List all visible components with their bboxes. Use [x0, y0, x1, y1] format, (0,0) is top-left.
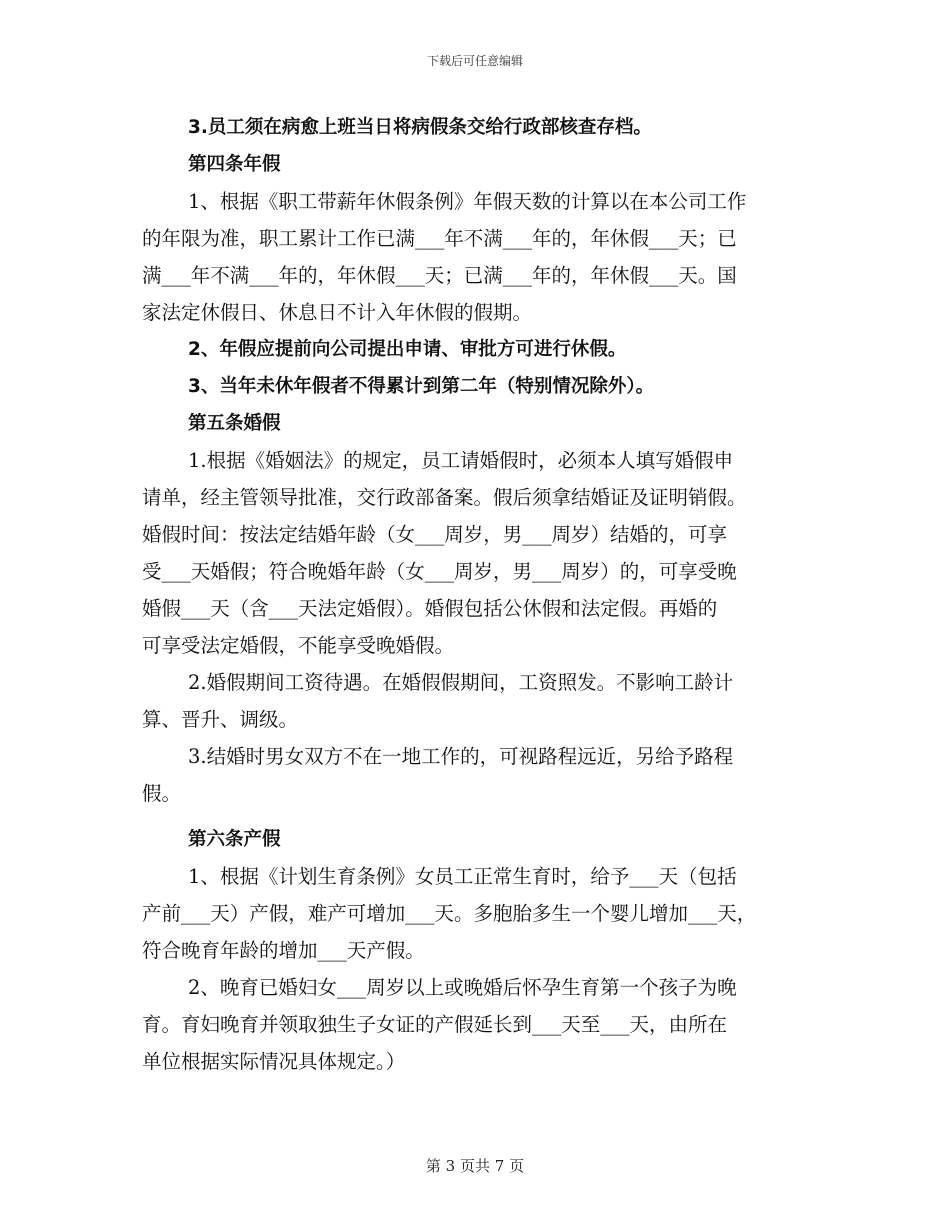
paragraph-line: 算、晋升、调级。 [142, 708, 299, 731]
section-heading-maternity-leave: 第六条产假 [188, 829, 281, 850]
paragraph-line: 假。 [142, 782, 182, 805]
paragraph-line: 可享受法定婚假，不能享受晚婚假。 [142, 634, 455, 657]
paragraph-line: 单位根据实际情况具体规定。） [142, 1050, 406, 1073]
page-header: 下载后可任意编辑 [426, 54, 523, 68]
paragraph-gap [142, 812, 810, 821]
document-body [142, 109, 810, 1080]
paragraph-line: 2、晚育已婚妇女___周岁以上或晚婚后怀孕生育第一个孩子为晚 [188, 976, 737, 999]
paragraph-line: 2.婚假期间工资待遇。在婚假假期间，工资照发。不影响工龄计 [188, 671, 734, 694]
paragraph-line: 1、根据《计划生育条例》女员工正常生育时，给予___天（包括 [188, 865, 737, 888]
paragraph-line: 家法定休假日、休息日不计入年休假的假期。 [142, 301, 533, 324]
paragraph-line: 1、根据《职工带薪年休假条例》年假天数的计算以在本公司工作 [188, 190, 747, 213]
paragraph-line: 的年限为准，职工累计工作已满___年不满___年的，年休假___天；已 [142, 227, 737, 250]
paragraph-line: 满___年不满___年的，年休假___天；已满___年的，年休假___天。国 [142, 264, 737, 287]
paragraph-line: 3.结婚时男女双方不在一地工作的，可视路程远近，另给予路程 [188, 745, 734, 768]
paragraph-line: 婚假___天（含___天法定婚假）。婚假包括公休假和法定假。再婚的 [142, 597, 718, 620]
paragraph-line: 1.根据《婚姻法》的规定，员工请婚假时，必须本人填写婚假申 [188, 449, 734, 472]
paragraph-line: 3、当年未休年假者不得累计到第二年（特别情况除外）。 [188, 376, 655, 397]
section-heading-annual-leave: 第四条年假 [188, 154, 281, 175]
paragraph-line: 婚假时间：按法定结婚年龄（女___周岁，男___周岁）结婚的，可享 [142, 523, 728, 546]
paragraph-line: 符合晚育年龄的增加___天产假。 [142, 939, 425, 962]
paragraph-line: 育。育妇晚育并领取独生子女证的产假延长到___天至___天，由所在 [142, 1013, 728, 1036]
paragraph-line: 3.员工须在病愈上班当日将病假条交给行政部核查存档。 [188, 117, 652, 138]
paragraph-line: 受___天婚假；符合晚婚年龄（女___周岁，男___周岁）的，可享受晚 [142, 560, 737, 583]
paragraph-line: 产前___天）产假，难产可增加___天。多胞胎多生一个婴儿增加___天， [142, 902, 757, 925]
section-heading-marriage-leave: 第五条婚假 [188, 413, 281, 434]
paragraph-line: 请单，经主管领导批准，交行政部备案。假后须拿结婚证及证明销假。 [142, 486, 747, 509]
page-footer: 第 3 页共 7 页 [425, 1157, 525, 1175]
paragraph-line: 2、年假应提前向公司提出申请、审批方可进行休假。 [188, 339, 627, 360]
